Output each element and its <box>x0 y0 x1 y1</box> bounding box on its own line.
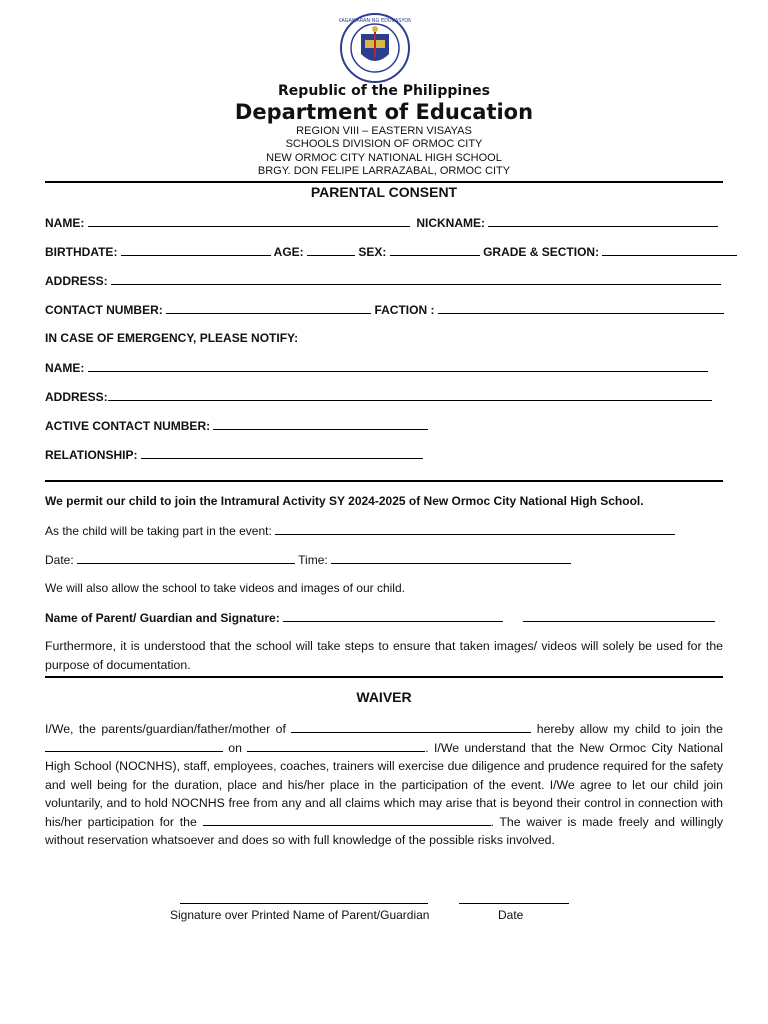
row-birth-age-sex-grade <box>45 244 737 260</box>
emergency-heading: IN CASE OF EMERGENCY, PLEASE NOTIFY: <box>45 331 299 345</box>
birthdate-label: BIRTHDATE: <box>45 245 118 259</box>
row-emergency-address <box>45 389 712 405</box>
emergency-name-label: NAME: <box>45 361 85 375</box>
emergency-contact-field[interactable] <box>213 418 428 430</box>
relationship-field[interactable] <box>141 447 423 459</box>
deped-seal-logo <box>339 12 411 84</box>
waiver-text: on <box>228 740 242 755</box>
date-field[interactable] <box>77 552 295 564</box>
signature-line[interactable] <box>180 903 428 904</box>
grade-section-field[interactable] <box>602 244 737 256</box>
svg-text:KAGAWARAN NG EDUKASYON: KAGAWARAN NG EDUKASYON <box>339 18 411 24</box>
row-name-nickname <box>45 215 718 231</box>
parent-signature-field[interactable] <box>523 610 715 622</box>
event-part-field[interactable] <box>275 523 675 535</box>
child-name-field[interactable] <box>291 721 531 733</box>
row-emergency-contact <box>45 418 428 434</box>
date-sig-label: Date <box>498 908 524 922</box>
emergency-name-field[interactable] <box>88 360 708 372</box>
header-department: Department of Education <box>234 100 534 124</box>
sex-field[interactable] <box>390 244 480 256</box>
row-relationship <box>45 447 423 463</box>
media-permission: We will also allow the school to take videos and images of our child. <box>45 581 405 595</box>
divider <box>45 181 723 183</box>
row-contact-faction <box>45 302 724 318</box>
furthermore-paragraph: Furthermore, it is understood that the school will take steps to ensure that taken images/ videos will solely be used for the purpose of documentation. <box>45 639 723 672</box>
emergency-address-label: ADDRESS: <box>45 390 108 404</box>
permission-statement: We permit our child to join the Intramural Activity SY 2024-2025 of New Ormoc City National High School. <box>45 494 644 508</box>
address-label: ADDRESS: <box>45 274 108 288</box>
row-address <box>45 273 721 289</box>
event-field[interactable] <box>45 740 223 752</box>
row-event-part <box>45 523 675 539</box>
signature-label: Signature over Printed Name of Parent/Guardian <box>170 908 430 922</box>
waiver-text: hereby allow my child to join the <box>536 722 724 736</box>
address-field[interactable] <box>111 273 721 285</box>
consent-title: PARENTAL CONSENT <box>310 184 458 200</box>
contact-number-label: CONTACT NUMBER: <box>45 303 163 317</box>
name-field[interactable] <box>88 215 410 227</box>
emergency-address-field[interactable] <box>108 389 712 401</box>
header-division: SCHOOLS DIVISION OF ORMOC CITY <box>285 138 483 150</box>
header-region: REGION VIII – EASTERN VISAYAS <box>296 125 472 137</box>
divider <box>45 480 723 482</box>
age-label: AGE: <box>273 245 304 259</box>
row-emergency-name <box>45 360 708 376</box>
faction-field[interactable] <box>438 302 724 314</box>
header-address: BRGY. DON FELIPE LARRAZABAL, ORMOC CITY <box>257 165 511 177</box>
row-date-time <box>45 552 571 568</box>
time-label: Time: <box>298 553 328 567</box>
nickname-label: NICKNAME: <box>416 216 486 230</box>
header-country: Republic of the Philippines <box>278 83 490 99</box>
row-parent-signature <box>45 610 715 626</box>
faction-label: FACTION : <box>374 303 435 317</box>
waiver-text: I/We, the parents/guardian/father/mother of <box>45 722 286 736</box>
divider <box>45 676 723 678</box>
time-field[interactable] <box>331 552 571 564</box>
waiver-text: . I/We understand that the New Ormoc City National High School (NOCNHS), staff, employees, coaches, trainers will exercise due diligence and prudence required for the safety and well being for the duration, place and his/her place in the participation of the event. I/We agree to let our child join voluntarily, and to hold NOCNHS free from any and all claims which may arise that is beyond their control in connection with his/her participation for the <box>45 740 723 829</box>
event-date-field[interactable] <box>247 740 425 752</box>
nickname-field[interactable] <box>488 215 718 227</box>
waiver-paragraph <box>45 720 723 850</box>
participation-field[interactable] <box>203 814 491 826</box>
parent-name-field[interactable] <box>283 610 503 622</box>
sex-label: SEX: <box>358 245 387 259</box>
date-label: Date: <box>45 553 74 567</box>
name-label: NAME: <box>45 216 85 230</box>
relationship-label: RELATIONSHIP: <box>45 448 138 462</box>
waiver-text: . The waiver is made freely and willingly without reservation whatsoever and does so with full knowledge of the possible risks involved. <box>45 814 723 847</box>
parent-sig-label: Name of Parent/ Guardian and Signature: <box>45 611 280 625</box>
contact-number-field[interactable] <box>166 302 371 314</box>
age-field[interactable] <box>307 244 355 256</box>
event-part-label: As the child will be taking part in the event: <box>45 524 272 538</box>
birthdate-field[interactable] <box>121 244 271 256</box>
date-signature-line[interactable] <box>459 903 569 904</box>
waiver-title: WAIVER <box>356 689 412 705</box>
emergency-contact-label: ACTIVE CONTACT NUMBER: <box>45 419 211 433</box>
header-school: NEW ORMOC CITY NATIONAL HIGH SCHOOL <box>266 152 502 164</box>
grade-section-label: GRADE & SECTION: <box>483 245 600 259</box>
